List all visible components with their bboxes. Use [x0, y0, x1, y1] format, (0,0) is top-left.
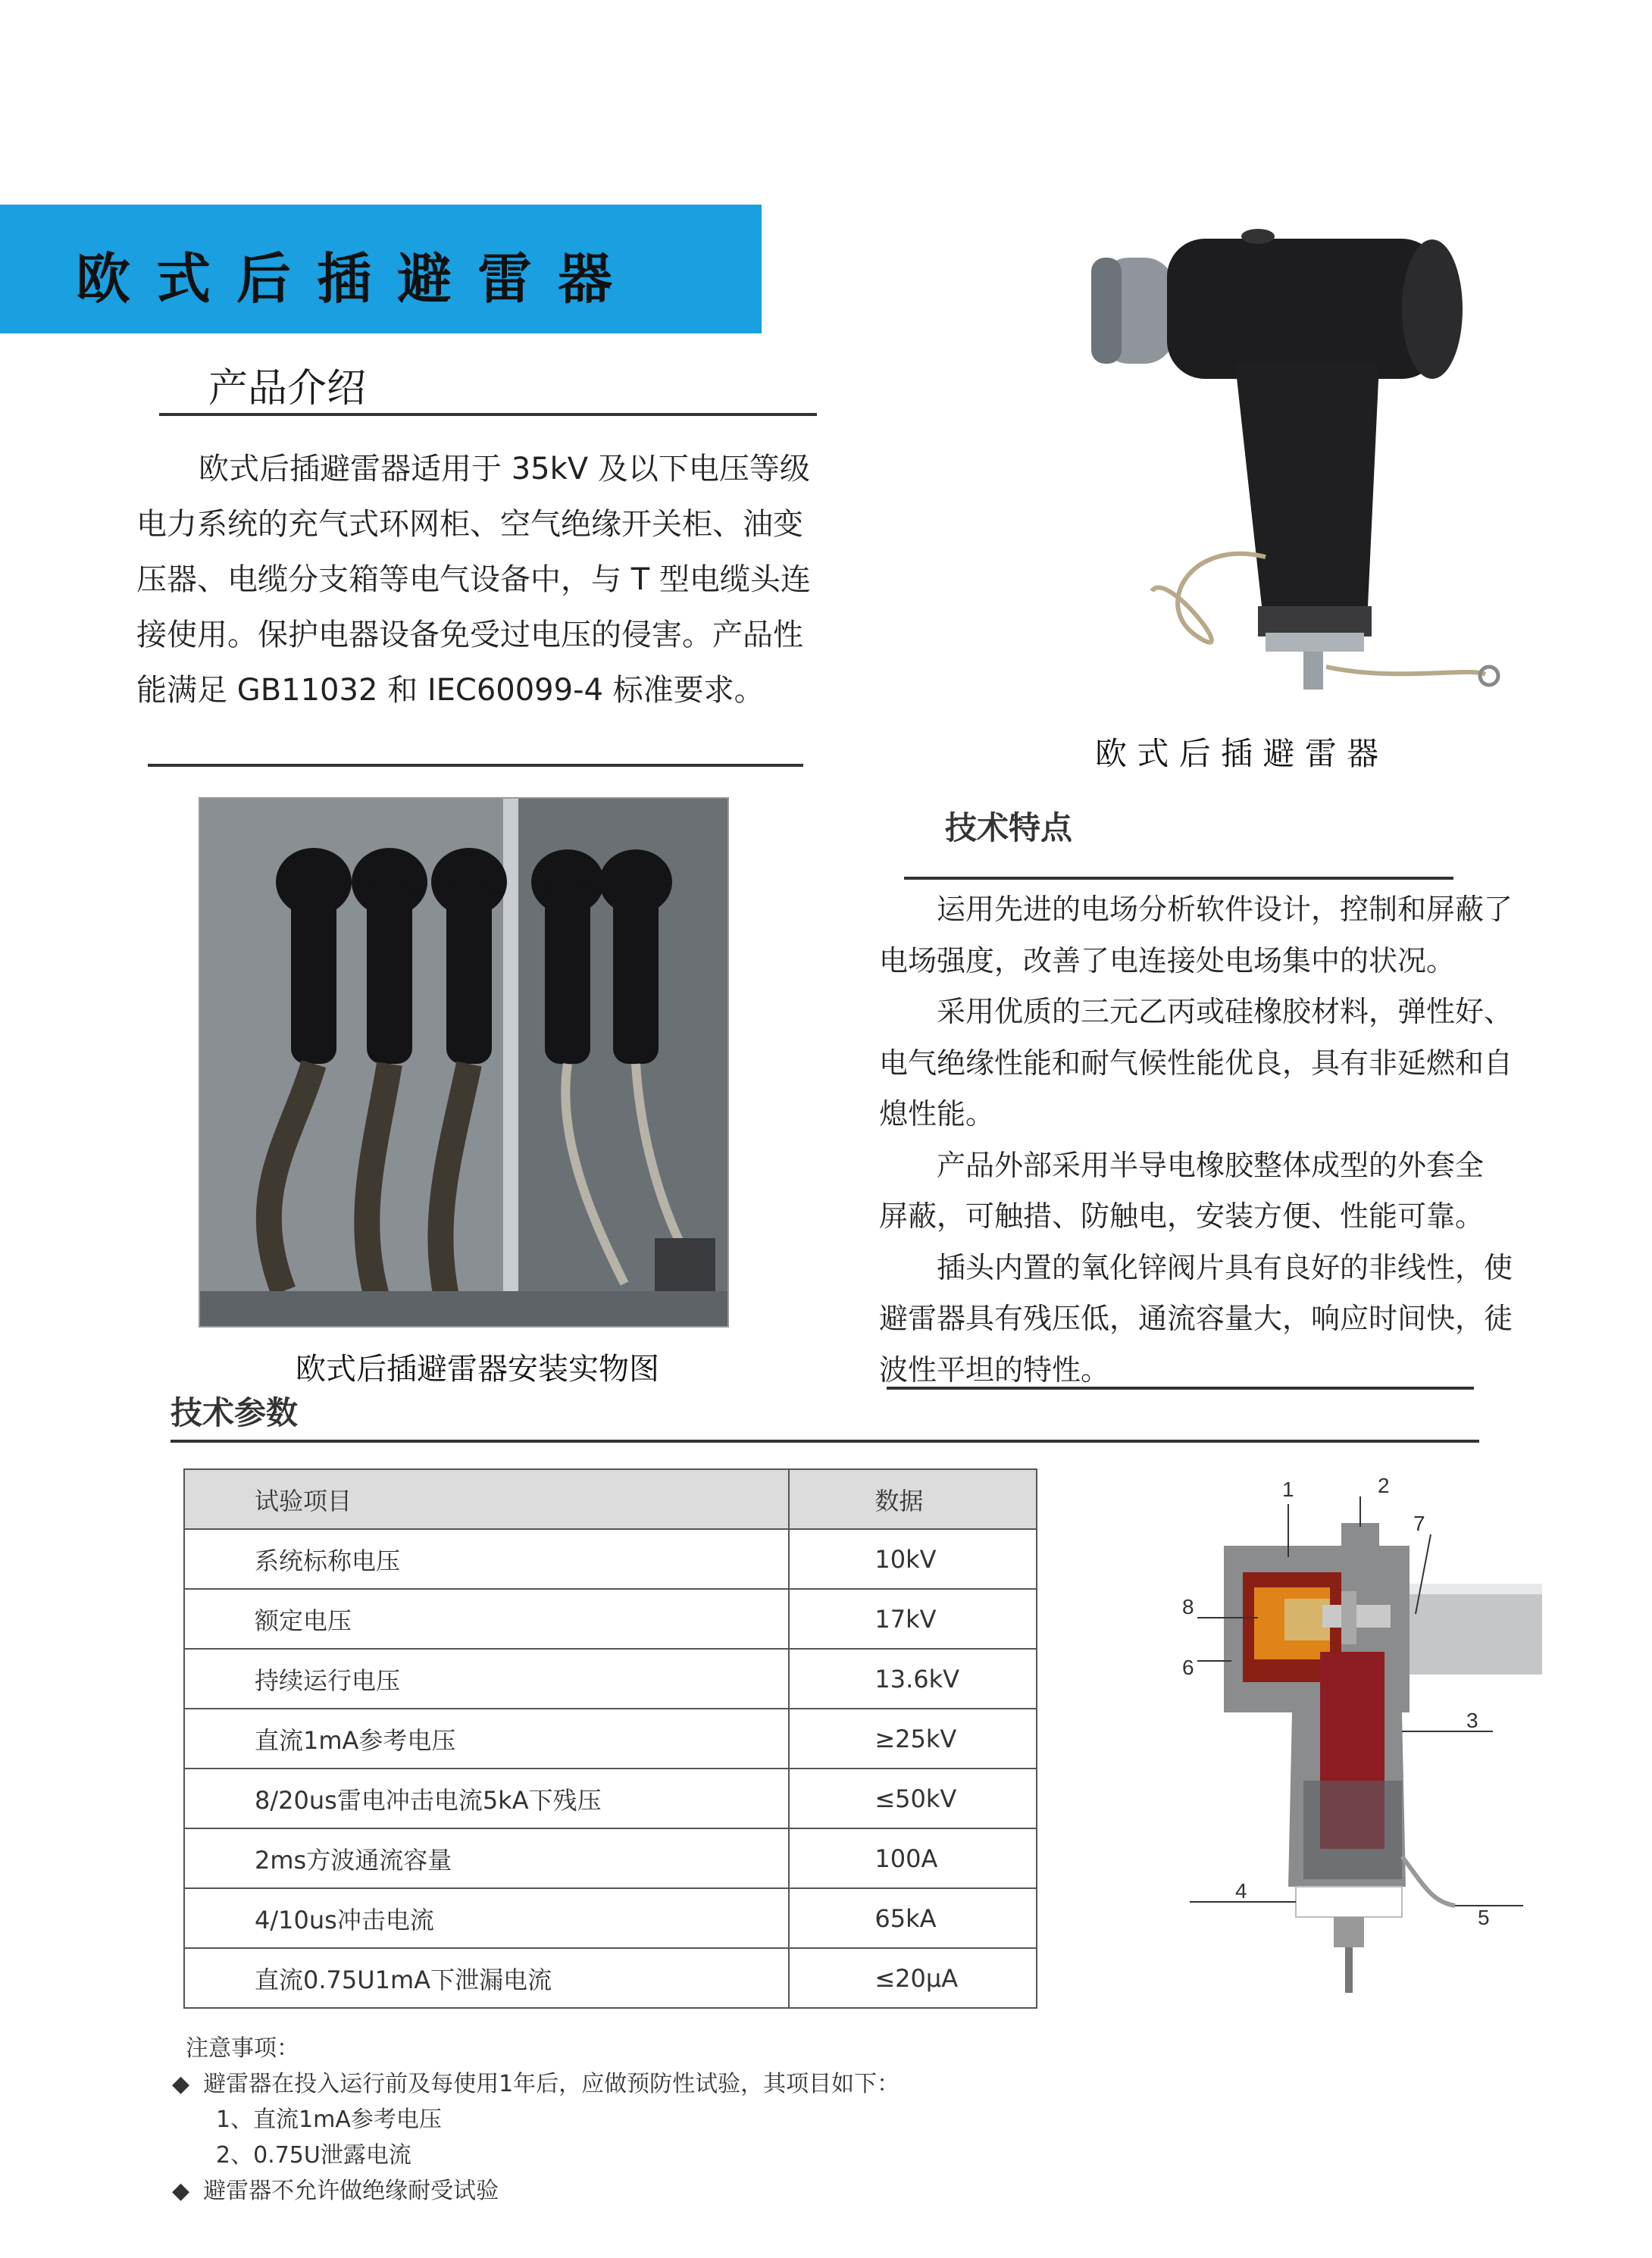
- table-row: [184, 1589, 1037, 1649]
- diagram-label: 6: [1182, 1656, 1194, 1679]
- cross-section-diagram: [1152, 1462, 1546, 2023]
- params-rule: [171, 1440, 1479, 1443]
- notes-subitem: 2、0.75U泄露电流: [216, 2142, 411, 2169]
- title-banner: [0, 205, 762, 333]
- intro-line: 电力系统的充气式环网柜、空气绝缘开关柜、油变: [136, 507, 803, 542]
- features-text: [879, 884, 1531, 1396]
- features-line: 插头内置的氧化锌阀片具有良好的非线性，使: [937, 1250, 1513, 1284]
- installation-caption: 欧式后插避雷器安装实物图: [296, 1352, 659, 1387]
- table-cell: 直流1mA参考电压: [184, 1709, 789, 1769]
- product-image: [1076, 212, 1500, 697]
- table-header-cell: 数据: [789, 1469, 1037, 1529]
- table-row: [184, 1828, 1037, 1888]
- table-cell: 2ms方波通流容量: [184, 1828, 789, 1888]
- features-heading: 技术特点: [945, 809, 1073, 846]
- features-line: 屏蔽，可触措、防触电，安装方便、性能可靠。: [879, 1199, 1485, 1233]
- installation-photo: [199, 797, 729, 1328]
- bullet-icon: ◆: [172, 2178, 190, 2204]
- intro-line: 压器、电缆分支箱等电气设备中，与 T 型电缆头连: [136, 562, 811, 597]
- table-cell: 持续运行电压: [184, 1649, 789, 1709]
- features-bottom-rule: [887, 1387, 1474, 1390]
- intro-bottom-rule: [148, 764, 803, 767]
- notes-item: ◆ 避雷器在投入运行前及每使用1年后，应做预防性试验，其项目如下：: [172, 2071, 900, 2097]
- table-cell: 17kV: [789, 1589, 1037, 1649]
- table-cell: 额定电压: [184, 1589, 789, 1649]
- table-cell: 65kA: [789, 1888, 1037, 1948]
- bullet-icon: ◆: [172, 2071, 190, 2097]
- table-header-row: [184, 1469, 1037, 1529]
- table-cell: ≤20μA: [789, 1948, 1037, 2008]
- diagram-label: 2: [1378, 1474, 1390, 1497]
- intro-line: 能满足 GB11032 和 IEC60099-4 标准要求。: [136, 673, 765, 708]
- notes-item: ◆ 避雷器不允许做绝缘耐受试验: [172, 2178, 499, 2204]
- diagram-label: 8: [1182, 1595, 1194, 1618]
- intro-heading: 产品介绍: [208, 366, 367, 411]
- features-line: 运用先进的电场分析软件设计，控制和屏蔽了: [937, 893, 1513, 926]
- table-row: [184, 1529, 1037, 1589]
- spec-table: [183, 1468, 1037, 2009]
- diagram-label: 1: [1282, 1478, 1294, 1501]
- table-row: [184, 1888, 1037, 1948]
- table-cell: 8/20us雷电冲击电流5kA下残压: [184, 1769, 789, 1828]
- table-row: [184, 1709, 1037, 1769]
- diagram-label: 4: [1235, 1879, 1247, 1903]
- params-heading: 技术参数: [171, 1394, 299, 1431]
- diagram-label: 7: [1413, 1512, 1425, 1535]
- product-caption: 欧 式 后 插 避 雷 器: [1095, 735, 1379, 772]
- table-cell: 10kV: [789, 1529, 1037, 1589]
- table-row: [184, 1649, 1037, 1709]
- intro-text: [136, 442, 849, 718]
- features-line: 电场强度，改善了电连接处电场集中的状况。: [879, 943, 1456, 977]
- features-line: 避雷器具有残压低，通流容量大，响应时间快，徒: [879, 1302, 1513, 1335]
- table-row: [184, 1769, 1037, 1828]
- table-row: [184, 1948, 1037, 2008]
- features-line: 电气绝缘性能和耐气候性能优良，具有非延燃和自: [879, 1046, 1513, 1080]
- features-line: 熄性能。: [879, 1097, 995, 1131]
- features-line: 产品外部采用半导电橡胶整体成型的外套全: [937, 1148, 1485, 1182]
- table-cell: 系统标称电压: [184, 1529, 789, 1589]
- intro-rule: [159, 413, 817, 416]
- diagram-label: 3: [1466, 1709, 1478, 1732]
- features-rule: [904, 877, 1453, 880]
- diagram-label: 5: [1478, 1906, 1490, 1929]
- table-cell: ≤50kV: [789, 1769, 1037, 1828]
- notes-section: [172, 2031, 1171, 2209]
- table-cell: ≥25kV: [789, 1709, 1037, 1769]
- features-line: 波性平坦的特性。: [879, 1353, 1110, 1387]
- table-header-cell: 试验项目: [184, 1469, 789, 1529]
- table-cell: 13.6kV: [789, 1649, 1037, 1709]
- intro-line: 接使用。保护电器设备免受过电压的侵害。产品性: [136, 618, 803, 652]
- table-cell: 100A: [789, 1828, 1037, 1888]
- notes-title: 注意事项：: [186, 2035, 299, 2062]
- features-line: 采用优质的三元乙丙或硅橡胶材料，弹性好、: [937, 995, 1513, 1028]
- notes-subitem: 1、直流1mA参考电压: [216, 2106, 442, 2133]
- intro-line: 欧式后插避雷器适用于 35kV 及以下电压等级: [199, 452, 810, 486]
- table-cell: 直流0.75U1mA下泄漏电流: [184, 1948, 789, 2008]
- page-title: 欧式后插避雷器: [76, 247, 639, 311]
- table-cell: 4/10us冲击电流: [184, 1888, 789, 1948]
